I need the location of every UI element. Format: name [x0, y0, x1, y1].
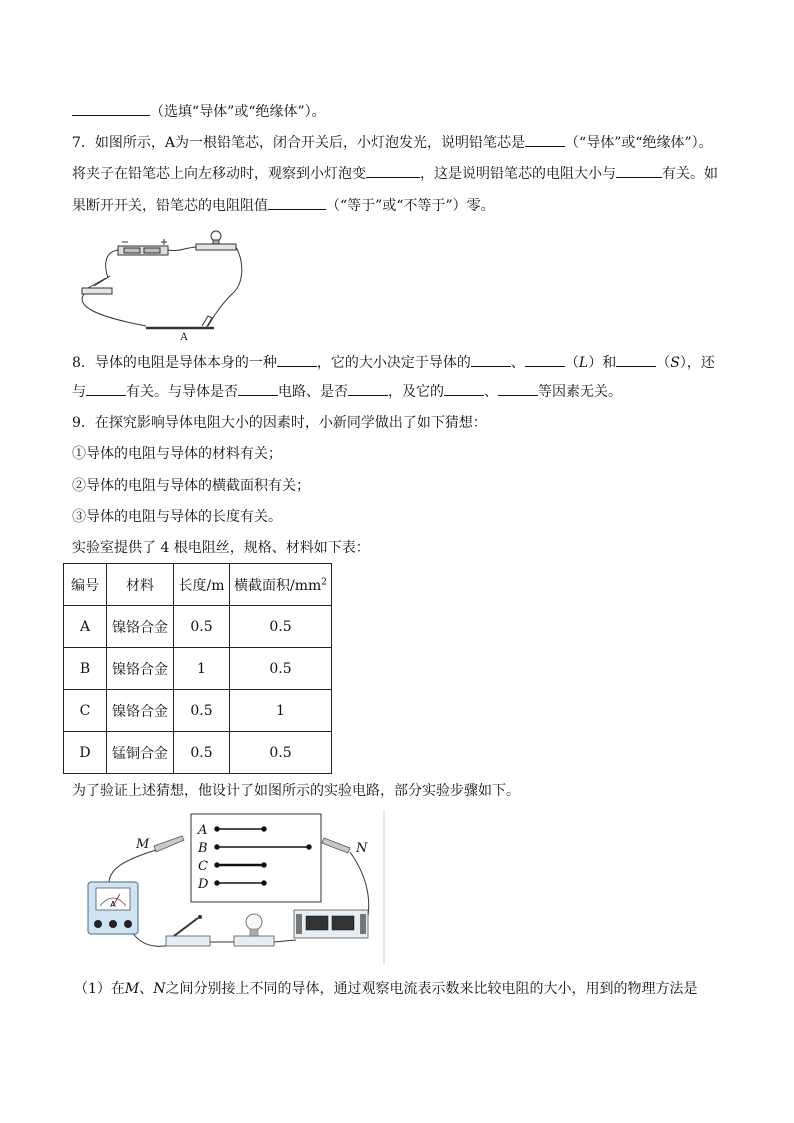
symbol-N: N [153, 981, 166, 997]
table-cell: 0.5 [174, 690, 230, 732]
q7-line-2 [72, 163, 718, 184]
q8-line-1 [72, 352, 715, 373]
table-header-cell: 长度/m [174, 564, 230, 606]
header-text: 横截面积/mm [233, 577, 322, 594]
alligator-clip-n-icon [322, 838, 350, 853]
wire-label-d: D [198, 877, 209, 892]
table-cell: 0.5 [174, 606, 230, 648]
table-cell: 0.5 [230, 648, 332, 690]
table-header-cell [230, 564, 332, 606]
answer-blank[interactable] [366, 163, 420, 178]
q8-text: ，它的大小决定于导体的 [316, 355, 471, 371]
table-cell: 1 [230, 690, 332, 732]
table-cell: A [64, 606, 107, 648]
answer-blank[interactable] [238, 381, 278, 396]
answer-blank[interactable] [348, 381, 388, 396]
resistance-wire-table [63, 563, 332, 774]
table-cell: 0.5 [230, 606, 332, 648]
q7-text: （“等于”或“不等于”）零。 [326, 198, 495, 214]
ammeter-label: A [110, 900, 116, 909]
wire-board [191, 814, 321, 902]
q9-after-table: 为了验证上述猜想，他设计了如图所示的实验电路，部分实验步骤如下。 [72, 783, 520, 799]
q9-sub1-text: 之间分别接上不同的导体，通过观察电流表示数来比较电阻的大小，用到的物理方法是 [165, 981, 698, 997]
clip-label-m: M [136, 837, 150, 852]
symbol-M: M [124, 981, 140, 997]
symbol-S: S [670, 355, 680, 371]
q7-line-3 [72, 195, 495, 216]
q8-text: 等因素无关。 [538, 384, 622, 400]
alligator-clip-m-icon [154, 836, 184, 852]
q6-options-text: （选填“导体”或“绝缘体”）。 [150, 104, 326, 120]
q8-text: 、 [484, 384, 498, 400]
light-bulb-icon [234, 914, 274, 946]
q9-sub1-text: （1）在 [74, 981, 125, 997]
table-cell: 0.5 [174, 732, 230, 774]
table-cell: 镍铬合金 [107, 606, 174, 648]
header-superscript: 2 [321, 576, 327, 587]
wire-label-a: A [198, 823, 208, 838]
q7-text: 7．如图所示，A为一根铅笔芯，闭合开关后，小灯泡发光，说明铅笔芯是 [72, 135, 526, 151]
q7-line-1 [72, 132, 713, 153]
q8-text: （ [656, 355, 671, 371]
answer-blank[interactable] [471, 352, 511, 367]
table-row [64, 690, 332, 732]
table-cell: 镍铬合金 [107, 648, 174, 690]
table-row [64, 606, 332, 648]
answer-blank[interactable] [72, 101, 150, 116]
switch-icon [82, 288, 112, 294]
q9-table-intro: 实验室提供了 4 根电阻丝，规格、材料如下表： [72, 540, 370, 556]
q9-sub1-text: 、 [139, 981, 154, 997]
q7-text: 有关。如 [662, 166, 718, 182]
q8-text: 与 [72, 384, 86, 400]
q8-text: ），还 [679, 355, 715, 371]
q7-text: （“导体”或“绝缘体”）。 [565, 135, 713, 151]
table-header-cell: 编号 [64, 564, 107, 606]
answer-blank[interactable] [498, 381, 538, 396]
q7-text: 将夹子在铅笔芯上向左移动时，观察到小灯泡变 [72, 166, 366, 182]
answer-blank[interactable] [525, 352, 565, 367]
table-cell: D [64, 732, 107, 774]
answer-blank[interactable] [616, 163, 662, 178]
q9-guess-3: ③导体的电阻与导体的长度有关。 [72, 509, 282, 525]
q8-text: 8．导体的电阻是导体本身的一种 [72, 355, 277, 371]
answer-blank[interactable] [444, 381, 484, 396]
answer-blank[interactable] [268, 195, 326, 210]
table-header-cell: 材料 [107, 564, 174, 606]
table-row [64, 732, 332, 774]
q9-guess-1: ①导体的电阻与导体的材料有关； [72, 446, 282, 462]
table-cell: C [64, 690, 107, 732]
table-cell: 1 [174, 648, 230, 690]
answer-blank[interactable] [277, 352, 317, 367]
q9-sub1-line [74, 979, 698, 999]
answer-blank[interactable] [86, 381, 126, 396]
q8-text: 电路、是否 [278, 384, 348, 400]
table-header-row [64, 564, 332, 606]
table-cell: B [64, 648, 107, 690]
bulb-base-icon [196, 244, 236, 250]
table-cell: 锰铜合金 [107, 732, 174, 774]
table-cell: 镍铬合金 [107, 690, 174, 732]
answer-blank[interactable] [525, 132, 565, 147]
q8-text: ，及它的 [388, 384, 444, 400]
clip-label-n: N [356, 841, 368, 856]
q8-text: ）和 [588, 355, 617, 371]
q8-line-2 [72, 381, 622, 402]
wire-label-b: B [198, 841, 208, 856]
q9-guess-2: ②导体的电阻与导体的横截面积有关； [72, 478, 310, 494]
pencil-lead-circuit-figure [74, 226, 250, 344]
switch-icon [166, 915, 210, 946]
answer-blank[interactable] [616, 352, 656, 367]
q9-intro: 9．在探究影响导体电阻大小的因素时，小新同学做出了如下猜想： [72, 415, 487, 431]
q7-text: 果断开开关，铅笔芯的电阻阻值 [72, 198, 268, 214]
q8-text: （ [564, 355, 579, 371]
table-row [64, 648, 332, 690]
table-cell: 0.5 [230, 732, 332, 774]
experiment-circuit-figure [74, 810, 386, 966]
pencil-lead-label: A [180, 332, 188, 343]
battery-holder-icon [294, 910, 368, 938]
q7-text: ，这是说明铅笔芯的电阻大小与 [420, 166, 616, 182]
q8-text: 、 [510, 355, 525, 371]
q8-text: 有关。与导体是否 [126, 384, 238, 400]
wire-label-c: C [198, 859, 208, 874]
symbol-L: L [578, 355, 589, 371]
q6-tail-line [72, 101, 326, 122]
